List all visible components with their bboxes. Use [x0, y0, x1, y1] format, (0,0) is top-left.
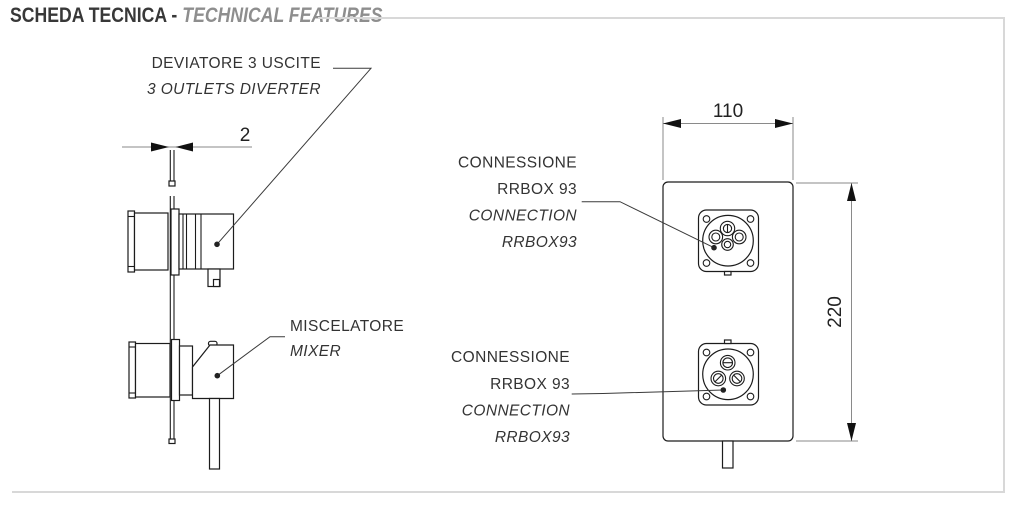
diverter-label-it: DEVIATORE 3 USCITE [151, 55, 321, 72]
bottom-connection-ring [703, 349, 754, 400]
mixer-down-pipe [210, 399, 220, 470]
connection-bottom-line4: RRBOX93 [494, 429, 570, 446]
connection-top-label [458, 155, 577, 252]
bottom-flange-tab [725, 340, 732, 344]
mixer-label-it: MISCELATORE [290, 318, 405, 335]
top-flange-tab [725, 272, 732, 276]
dimension-panel-thickness [122, 125, 252, 152]
mixer-assembly [129, 340, 234, 470]
plate-down-pipe [723, 441, 734, 468]
mixer-knob-body [136, 344, 171, 398]
mixer-flange [172, 340, 180, 401]
front-view [572, 101, 858, 468]
diverter-label-en: 3 OUTLETS DIVERTER [146, 81, 321, 98]
diverter-flange [171, 209, 179, 275]
dimension-plate-width [663, 101, 793, 180]
connection-top-line2: RRBOX 93 [497, 181, 577, 198]
connection-top-line3: CONNECTION [468, 207, 577, 225]
dim-arrow-top [847, 183, 856, 201]
connection-top-leader-dot [711, 245, 717, 251]
panel-end-cap [169, 439, 175, 444]
diverter-knob-cap [128, 211, 135, 272]
dim-arrow-left [151, 143, 169, 152]
plate-height-value: 220 [825, 296, 846, 328]
mixer-body [193, 345, 234, 399]
connection-bottom-detail [699, 340, 759, 405]
connection-top-detail [699, 210, 759, 275]
diverter-body [179, 214, 234, 269]
diverter-outlet-step [214, 280, 220, 287]
dim-arrow-bottom [847, 423, 856, 441]
diverter-leader-dot [214, 242, 220, 248]
page-title-italian: SCHEDA TECNICA - [10, 4, 178, 27]
connection-bottom-label [451, 349, 570, 446]
dimension-plate-height [796, 183, 858, 441]
dim-arrow-right [775, 119, 793, 128]
panel-break-cap [169, 181, 175, 186]
connection-bottom-line2: RRBOX 93 [490, 376, 570, 393]
dim-arrow-right [176, 143, 194, 152]
diverter-knob-body [135, 213, 169, 270]
diverter-assembly [128, 209, 234, 287]
dim-arrow-left [663, 119, 681, 128]
connection-bottom-leader-dot [721, 387, 727, 393]
page-title-english: TECHNICAL FEATURES [182, 4, 383, 27]
side-view [122, 68, 371, 469]
mixer-label-en: MIXER [290, 343, 342, 360]
connection-bottom-line1: CONNESSIONE [451, 349, 570, 366]
mixer-knob-cap [129, 342, 136, 398]
plate-width-value: 110 [712, 101, 744, 122]
connection-bottom-line3: CONNECTION [461, 402, 570, 420]
mixer-leader-dot [215, 373, 221, 379]
connection-top-line1: CONNESSIONE [458, 154, 577, 172]
mixer-connector [180, 346, 193, 395]
connection-top-line4: RRBOX93 [501, 234, 577, 251]
panel-thickness-value: 2 [239, 125, 251, 146]
